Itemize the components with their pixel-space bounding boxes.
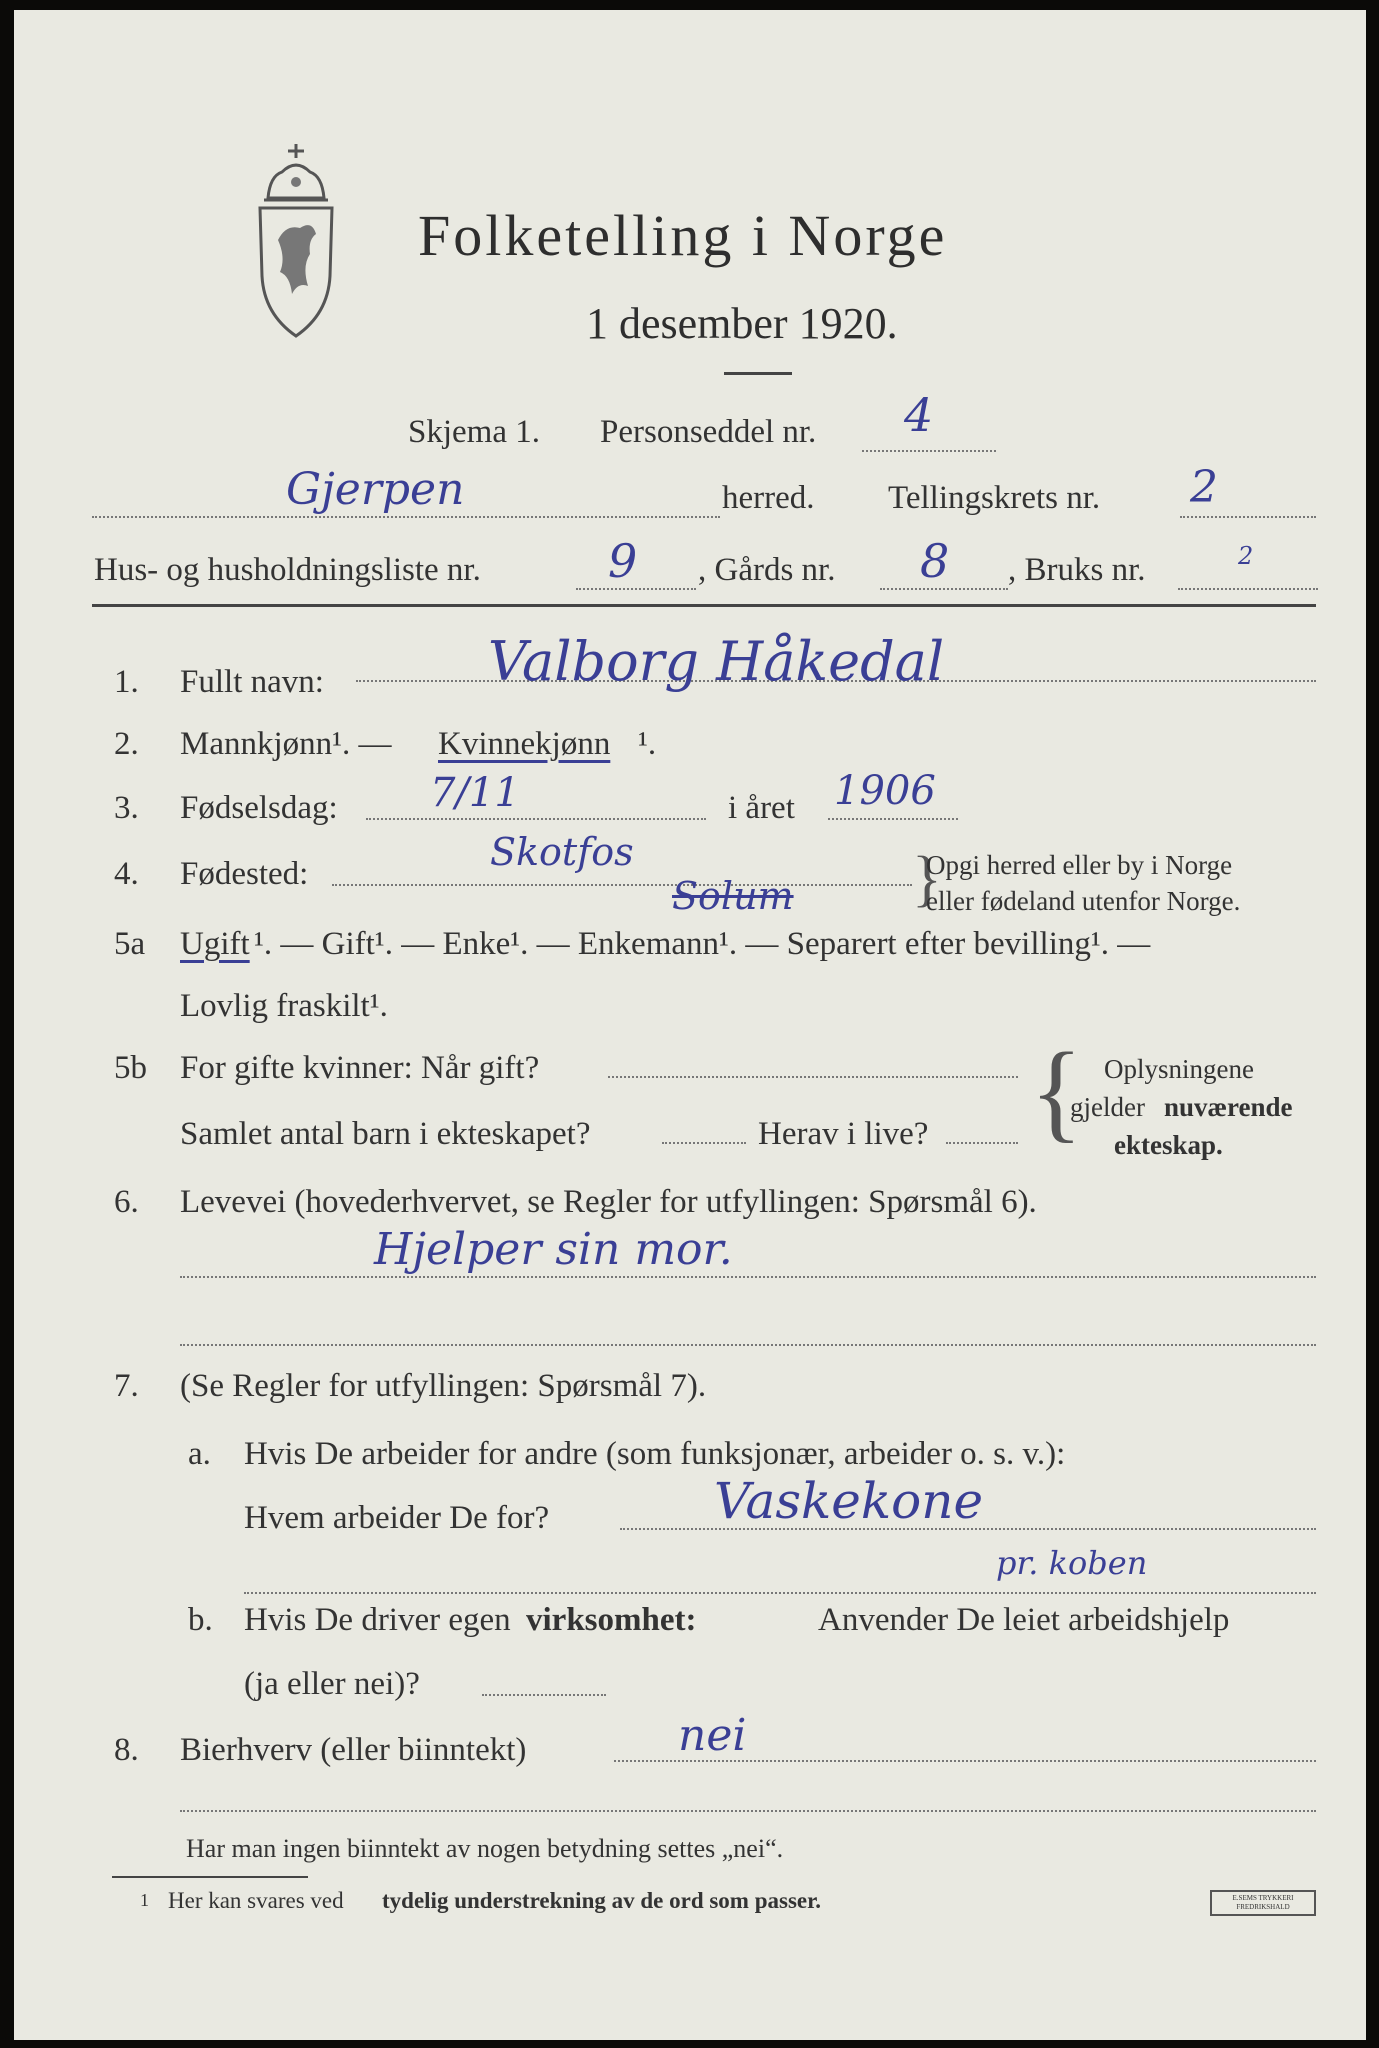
header-divider [92, 604, 1316, 607]
q3-day-line [366, 818, 706, 820]
footer-divider [112, 1876, 308, 1878]
q5b-note1: Oplysningene [1104, 1054, 1254, 1084]
q5b-note2b: nuværende [1164, 1092, 1293, 1122]
q5b-label1: For gifte kvinner: Når gift? [180, 1050, 540, 1086]
q8-number: 8. [114, 1732, 139, 1768]
q5a-ugift-option: Ugift [180, 926, 250, 962]
census-date: 1 desember 1920. [586, 299, 898, 348]
q4-note-brace: } [912, 845, 942, 913]
q4-line [332, 884, 912, 886]
q5b-number: 5b [114, 1050, 147, 1086]
q7a-line2: Hvem arbeider De for? [244, 1500, 550, 1536]
q7b-answer-line [482, 1694, 606, 1696]
q6-value: Hjelper sin mor. [374, 1224, 733, 1275]
q1-value: Valborg Håkedal [488, 630, 945, 693]
hus-value: 9 [608, 534, 638, 588]
q6-number: 6. [114, 1184, 139, 1220]
q4-number: 4. [114, 856, 139, 892]
q2-female-sup: ¹. [638, 726, 657, 762]
hus-label: Hus- og husholdningsliste nr. [94, 552, 481, 588]
q5b-children-line [662, 1142, 746, 1144]
herred-line [92, 516, 720, 518]
q5a-line2: Lovlig fraskilt¹. [180, 988, 388, 1024]
census-form [14, 10, 1366, 2040]
q7a-value2: pr. koben [996, 1544, 1148, 1582]
q5a-number: 5a [114, 926, 146, 962]
coat-of-arms-icon [250, 136, 342, 346]
q7b-line1c: Anvender De leiet arbeidshjelp [818, 1602, 1230, 1638]
q7a-answer-line2 [244, 1592, 1316, 1594]
form-title: Folketelling i Norge [418, 203, 948, 268]
hus-line [576, 588, 696, 590]
personseddel-line [862, 450, 996, 452]
q4-note-line2: eller fødeland utenfor Norge. [926, 886, 1241, 916]
footnote-number: 1 [140, 1890, 149, 1910]
q7-label: (Se Regler for utfyllingen: Spørsmål 7). [180, 1368, 707, 1404]
gards-label: , Gårds nr. [698, 552, 836, 588]
q5a-options: ¹. — Gift¹. — Enke¹. — Enkemann¹. — Separert efter bevilling¹. — [254, 926, 1151, 962]
q7a-value: Vaskekone [714, 1472, 984, 1530]
herred-label: herred. [722, 480, 815, 516]
q6-label: Levevei (hovederhvervet, se Regler for utfyllingen: Spørsmål 6). [180, 1184, 1037, 1220]
schema-label: Skjema 1. [408, 414, 540, 450]
q5b-label3: Herav i live? [758, 1116, 929, 1152]
q4-value: Skotfos [490, 830, 634, 874]
personseddel-label: Personseddel nr. [600, 414, 817, 450]
q4-note-line1: Opgi herred eller by i Norge [926, 850, 1233, 880]
q4-label: Fødested: [180, 856, 309, 892]
q5b-label2: Samlet antal barn i ekteskapet? [180, 1116, 591, 1152]
q5b-married-line [608, 1076, 1018, 1078]
q3-day-value: 7/11 [430, 770, 520, 816]
q5b-living-line [946, 1142, 1018, 1144]
q2-number: 2. [114, 726, 139, 762]
q8-value: nei [678, 1710, 747, 1761]
q7b-line1b: virksomhet: [526, 1602, 697, 1638]
bruks-line [1178, 588, 1318, 590]
q1-label: Fullt navn: [180, 664, 324, 700]
bruks-label: , Bruks nr. [1008, 552, 1146, 588]
personseddel-value: 4 [904, 388, 934, 442]
gards-line [880, 588, 1008, 590]
q8-line2 [180, 1810, 1316, 1812]
q8-label: Bierhverv (eller biinntekt) [180, 1732, 527, 1768]
q6-line2 [180, 1344, 1316, 1346]
tellingskrets-line [1180, 516, 1316, 518]
footnote-text-a: Her kan svares ved [168, 1888, 344, 1913]
q5b-note2a: gjelder [1070, 1092, 1145, 1122]
q2-male-option: Mannkjønn¹. — [180, 726, 392, 762]
q7b-line2: (ja eller nei)? [244, 1666, 420, 1702]
q2-female-option: Kvinnekjønn [438, 726, 611, 762]
q5b-note-brace: { [1030, 1030, 1083, 1152]
herred-value: Gjerpen [286, 464, 465, 515]
tellingskrets-value: 2 [1190, 462, 1218, 513]
bruks-value: 2 [1238, 542, 1254, 570]
q7b-letter: b. [188, 1602, 213, 1638]
q7a-line1: Hvis De arbeider for andre (som funksjonær, arbeider o. s. v.): [244, 1436, 1066, 1472]
tellingskrets-label: Tellingskrets nr. [888, 480, 1101, 516]
gards-value: 8 [920, 534, 950, 588]
printer-stamp: E.SEMS TRYKKERI FREDRIKSHALD [1210, 1890, 1316, 1916]
title-divider [724, 372, 792, 375]
q6-line1 [180, 1276, 1316, 1278]
q7a-letter: a. [188, 1436, 211, 1472]
q1-number: 1. [114, 664, 139, 700]
q3-year-value: 1906 [834, 768, 936, 814]
q3-year-label: i året [728, 790, 795, 826]
q5b-note3: ekteskap. [1114, 1130, 1223, 1160]
q3-number: 3. [114, 790, 139, 826]
footer-note: Har man ingen biinntekt av nogen betydning settes „nei“. [186, 1834, 784, 1863]
footnote-text-b: tydelig understrekning av de ord som passer. [382, 1888, 821, 1913]
q4-value-struck: Solum [672, 874, 794, 918]
q3-label: Fødselsdag: [180, 790, 338, 826]
q3-year-line [828, 818, 958, 820]
q7-number: 7. [114, 1368, 139, 1404]
q7b-line1a: Hvis De driver egen [244, 1602, 511, 1638]
